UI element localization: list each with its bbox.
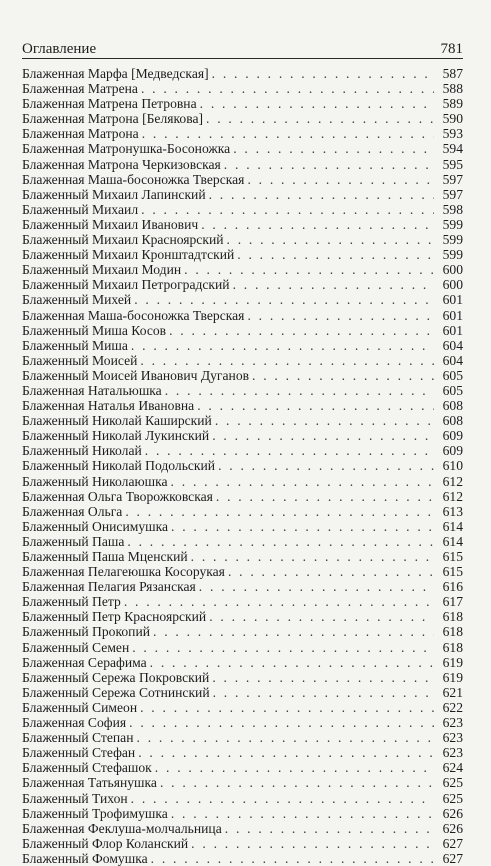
toc-entry xyxy=(22,247,463,262)
toc-entry xyxy=(22,323,463,338)
dot-leader xyxy=(138,745,434,760)
toc-entry-title: Блаженная Ольга Творожковская xyxy=(22,488,213,504)
toc-entry-title: Блаженная Матрона [Белякова] xyxy=(22,111,204,127)
toc-entry xyxy=(22,715,463,730)
toc-entry xyxy=(22,368,463,383)
toc-entry xyxy=(22,126,463,141)
toc-entry-page: 622 xyxy=(442,699,463,715)
toc-entry xyxy=(22,489,463,504)
toc-entry-page: 600 xyxy=(442,277,463,293)
dot-leader xyxy=(227,232,435,247)
table-of-contents xyxy=(22,66,463,866)
toc-entry xyxy=(22,81,463,96)
toc-entry-page: 613 xyxy=(442,503,463,519)
toc-entry-title: Блаженный Михаил Иванович xyxy=(22,216,199,232)
toc-entry-title: Блаженный Сережа Сотнинский xyxy=(22,684,210,700)
toc-entry-title: Блаженная Наталья Ивановна xyxy=(22,398,195,414)
toc-entry-page: 597 xyxy=(442,171,463,187)
dot-leader xyxy=(153,624,434,639)
dot-leader xyxy=(141,202,434,217)
toc-entry-title: Блаженная Феклуша-молчальница xyxy=(22,820,222,836)
toc-entry xyxy=(22,383,463,398)
dot-leader xyxy=(169,323,434,338)
toc-entry xyxy=(22,624,463,639)
toc-entry xyxy=(22,685,463,700)
dot-leader xyxy=(228,564,434,579)
dot-leader xyxy=(216,489,434,504)
toc-entry-title: Блаженный Фомушка xyxy=(22,850,148,866)
toc-entry-title: Блаженная Серафима xyxy=(22,654,147,670)
toc-entry-page: 616 xyxy=(442,579,463,595)
toc-entry-page: 614 xyxy=(442,518,463,534)
toc-entry xyxy=(22,172,463,187)
dot-leader xyxy=(191,836,434,851)
toc-entry-title: Блаженный Прокопий xyxy=(22,624,150,640)
dot-leader xyxy=(142,126,434,141)
toc-entry-title: Блаженная Ольга xyxy=(22,503,123,519)
dot-leader xyxy=(171,519,434,534)
dot-leader xyxy=(209,609,434,624)
dot-leader xyxy=(224,157,434,172)
toc-entry-page: 595 xyxy=(442,156,463,172)
dot-leader xyxy=(233,141,434,156)
toc-entry-page: 623 xyxy=(442,715,463,731)
toc-entry-title: Блаженный Моисей xyxy=(22,352,138,368)
toc-entry-title: Блаженная Пелагеюшка Косорукая xyxy=(22,564,225,580)
toc-entry-page: 604 xyxy=(442,352,463,368)
toc-entry-page: 599 xyxy=(442,247,463,263)
toc-entry-page: 587 xyxy=(442,66,463,81)
dot-leader xyxy=(184,262,434,277)
toc-entry-title: Блаженный Онисимушка xyxy=(22,518,169,534)
toc-entry-page: 614 xyxy=(442,533,463,549)
toc-entry-title: Блаженный Михей xyxy=(22,292,132,308)
dot-leader xyxy=(165,383,434,398)
dot-leader xyxy=(151,851,434,866)
toc-entry xyxy=(22,66,463,81)
toc-entry xyxy=(22,308,463,323)
toc-entry-page: 612 xyxy=(442,488,463,504)
toc-entry-title: Блаженная Марфа [Медведская] xyxy=(22,66,209,81)
toc-entry-title: Блаженный Михаил Лапинский xyxy=(22,186,206,202)
toc-entry-page: 598 xyxy=(442,201,463,217)
toc-entry-title: Блаженная Маша-босоножка Тверская xyxy=(22,307,245,323)
dot-leader xyxy=(212,66,434,81)
dot-leader xyxy=(171,474,434,489)
toc-entry-title: Блаженный Михаил xyxy=(22,201,139,217)
toc-entry-page: 626 xyxy=(442,805,463,821)
toc-entry-page: 599 xyxy=(442,216,463,232)
toc-entry-title: Блаженный Стефан xyxy=(22,745,136,761)
toc-entry xyxy=(22,504,463,519)
toc-entry xyxy=(22,806,463,821)
dot-leader xyxy=(233,277,434,292)
toc-entry-page: 615 xyxy=(442,549,463,564)
toc-entry xyxy=(22,413,463,428)
toc-entry-page: 601 xyxy=(442,292,463,308)
toc-entry-title: Блаженный Трофимушка xyxy=(22,805,168,821)
toc-entry xyxy=(22,458,463,473)
dot-leader xyxy=(212,670,434,685)
toc-entry-title: Блаженный Степан xyxy=(22,730,134,746)
dot-leader xyxy=(131,791,434,806)
toc-entry-page: 624 xyxy=(442,760,463,776)
toc-entry-title: Блаженная София xyxy=(22,715,127,731)
toc-entry-title: Блаженная Матрона Черкизовская xyxy=(22,156,221,172)
toc-entry-page: 608 xyxy=(442,413,463,429)
toc-entry-page: 609 xyxy=(442,428,463,444)
toc-entry xyxy=(22,398,463,413)
toc-entry-title: Блаженная Матрона xyxy=(22,126,139,142)
toc-entry-page: 605 xyxy=(442,382,463,398)
toc-entry-page: 601 xyxy=(442,307,463,323)
toc-entry-page: 610 xyxy=(442,458,463,474)
toc-entry-page: 588 xyxy=(442,81,463,97)
dot-leader xyxy=(150,655,434,670)
toc-entry-title: Блаженный Петр Красноярский xyxy=(22,609,207,625)
toc-entry-title: Блаженный Паша xyxy=(22,533,125,549)
toc-entry xyxy=(22,670,463,685)
toc-entry-title: Блаженный Михаил Красноярский xyxy=(22,232,224,248)
toc-entry xyxy=(22,775,463,790)
toc-entry xyxy=(22,428,463,443)
toc-entry-title: Блаженный Николай xyxy=(22,443,142,459)
toc-entry xyxy=(22,579,463,594)
toc-entry-page: 627 xyxy=(442,850,463,866)
dot-leader xyxy=(199,579,434,594)
toc-entry xyxy=(22,534,463,549)
toc-entry xyxy=(22,338,463,353)
toc-entry-title: Блаженный Петр xyxy=(22,594,121,610)
toc-entry-title: Блаженная Маша-босоножка Тверская xyxy=(22,171,245,187)
toc-entry-title: Блаженный Миша Косов xyxy=(22,322,167,338)
dot-leader xyxy=(247,172,434,187)
dot-leader xyxy=(129,715,434,730)
dot-leader xyxy=(131,338,434,353)
toc-entry-title: Блаженный Симеон xyxy=(22,699,138,715)
toc-entry-title: Блаженный Николай Каширский xyxy=(22,413,212,429)
toc-entry-page: 625 xyxy=(442,775,463,791)
dot-leader xyxy=(213,685,434,700)
toc-entry-page: 617 xyxy=(442,594,463,610)
toc-entry-page: 601 xyxy=(442,322,463,338)
dot-leader xyxy=(140,700,434,715)
toc-entry-page: 625 xyxy=(442,790,463,806)
toc-entry-title: Блаженный Паша Мценский xyxy=(22,549,188,564)
toc-entry xyxy=(22,745,463,760)
toc-entry xyxy=(22,700,463,715)
toc-entry xyxy=(22,760,463,775)
toc-entry-title: Блаженный Николаюшка xyxy=(22,473,168,489)
toc-entry-page: 618 xyxy=(442,639,463,655)
toc-entry-title: Блаженная Натальюшка xyxy=(22,382,162,398)
toc-entry-title: Блаженный Стефашок xyxy=(22,760,152,776)
toc-entry-page: 623 xyxy=(442,730,463,746)
toc-entry xyxy=(22,549,463,564)
dot-leader xyxy=(127,534,434,549)
toc-entry-page: 627 xyxy=(442,835,463,851)
dot-leader xyxy=(125,504,434,519)
toc-entry-title: Блаженный Сережа Покровский xyxy=(22,669,210,685)
toc-entry-page: 619 xyxy=(442,669,463,685)
toc-entry xyxy=(22,474,463,489)
toc-entry-page: 597 xyxy=(442,186,463,202)
dot-leader xyxy=(197,398,434,413)
toc-entry xyxy=(22,443,463,458)
toc-entry xyxy=(22,851,463,866)
toc-entry xyxy=(22,157,463,172)
section-title: Оглавление xyxy=(22,41,97,57)
dot-leader xyxy=(137,730,435,745)
toc-entry-title: Блаженный Михаил Петроградский xyxy=(22,277,230,293)
toc-entry-title: Блаженная Матрена Петровна xyxy=(22,96,197,112)
dot-leader xyxy=(145,443,434,458)
toc-entry xyxy=(22,111,463,126)
toc-entry-title: Блаженный Семен xyxy=(22,639,130,655)
toc-entry xyxy=(22,609,463,624)
toc-entry-title: Блаженный Флор Коланский xyxy=(22,835,189,851)
toc-entry xyxy=(22,836,463,851)
toc-entry-page: 589 xyxy=(442,96,463,112)
dot-leader xyxy=(155,760,434,775)
dot-leader xyxy=(132,640,434,655)
toc-entry-page: 604 xyxy=(442,337,463,353)
toc-entry xyxy=(22,141,463,156)
toc-entry xyxy=(22,791,463,806)
toc-entry-page: 626 xyxy=(442,820,463,836)
toc-entry-page: 623 xyxy=(442,745,463,761)
toc-entry-title: Блаженная Татьянушка xyxy=(22,775,157,791)
toc-entry-page: 605 xyxy=(442,367,463,383)
toc-entry xyxy=(22,353,463,368)
toc-entry xyxy=(22,519,463,534)
toc-entry-title: Блаженная Пелагия Рязанская xyxy=(22,579,196,595)
toc-entry-page: 599 xyxy=(442,232,463,248)
toc-entry xyxy=(22,187,463,202)
toc-entry xyxy=(22,217,463,232)
page-number: 781 xyxy=(440,41,463,57)
toc-entry-title: Блаженный Михаил Кронштадтский xyxy=(22,247,235,263)
toc-entry xyxy=(22,564,463,579)
dot-leader xyxy=(200,96,434,111)
toc-entry-page: 609 xyxy=(442,443,463,459)
dot-leader xyxy=(124,594,434,609)
toc-entry xyxy=(22,655,463,670)
dot-leader xyxy=(171,806,434,821)
dot-leader xyxy=(140,353,434,368)
dot-leader xyxy=(237,247,434,262)
toc-entry-page: 593 xyxy=(442,126,463,142)
toc-entry-page: 590 xyxy=(442,111,463,127)
dot-leader xyxy=(212,428,434,443)
toc-entry-page: 612 xyxy=(442,473,463,489)
dot-leader xyxy=(206,111,434,126)
toc-entry xyxy=(22,594,463,609)
toc-entry-page: 608 xyxy=(442,398,463,414)
dot-leader xyxy=(209,187,434,202)
toc-entry-title: Блаженный Михаил Модин xyxy=(22,262,182,278)
toc-entry-page: 615 xyxy=(442,564,463,580)
dot-leader xyxy=(218,458,434,473)
toc-entry-page: 619 xyxy=(442,654,463,670)
toc-entry-page: 621 xyxy=(442,684,463,700)
toc-entry-title: Блаженный Миша xyxy=(22,337,128,353)
toc-entry xyxy=(22,232,463,247)
toc-entry xyxy=(22,640,463,655)
dot-leader xyxy=(252,368,434,383)
toc-entry-title: Блаженный Николай Подольский xyxy=(22,458,216,474)
toc-entry-title: Блаженный Моисей Иванович Дуганов xyxy=(22,367,250,383)
toc-entry xyxy=(22,262,463,277)
dot-leader xyxy=(225,821,434,836)
toc-entry-page: 594 xyxy=(442,141,463,157)
toc-entry-page: 618 xyxy=(442,624,463,640)
dot-leader xyxy=(141,81,434,96)
toc-entry xyxy=(22,202,463,217)
running-head xyxy=(22,36,463,59)
dot-leader xyxy=(215,413,434,428)
toc-entry-page: 618 xyxy=(442,609,463,625)
dot-leader xyxy=(191,549,434,564)
toc-entry xyxy=(22,96,463,111)
toc-entry-title: Блаженный Николай Лукинский xyxy=(22,428,210,444)
toc-entry xyxy=(22,821,463,836)
toc-entry-page: 600 xyxy=(442,262,463,278)
toc-entry xyxy=(22,730,463,745)
toc-entry xyxy=(22,292,463,307)
toc-entry xyxy=(22,277,463,292)
toc-entry-title: Блаженная Матрена xyxy=(22,81,138,97)
dot-leader xyxy=(134,292,434,307)
toc-entry-title: Блаженный Тихон xyxy=(22,790,128,806)
dot-leader xyxy=(201,217,434,232)
toc-entry-title: Блаженная Матронушка-Босоножка xyxy=(22,141,231,157)
dot-leader xyxy=(160,775,434,790)
dot-leader xyxy=(247,308,434,323)
